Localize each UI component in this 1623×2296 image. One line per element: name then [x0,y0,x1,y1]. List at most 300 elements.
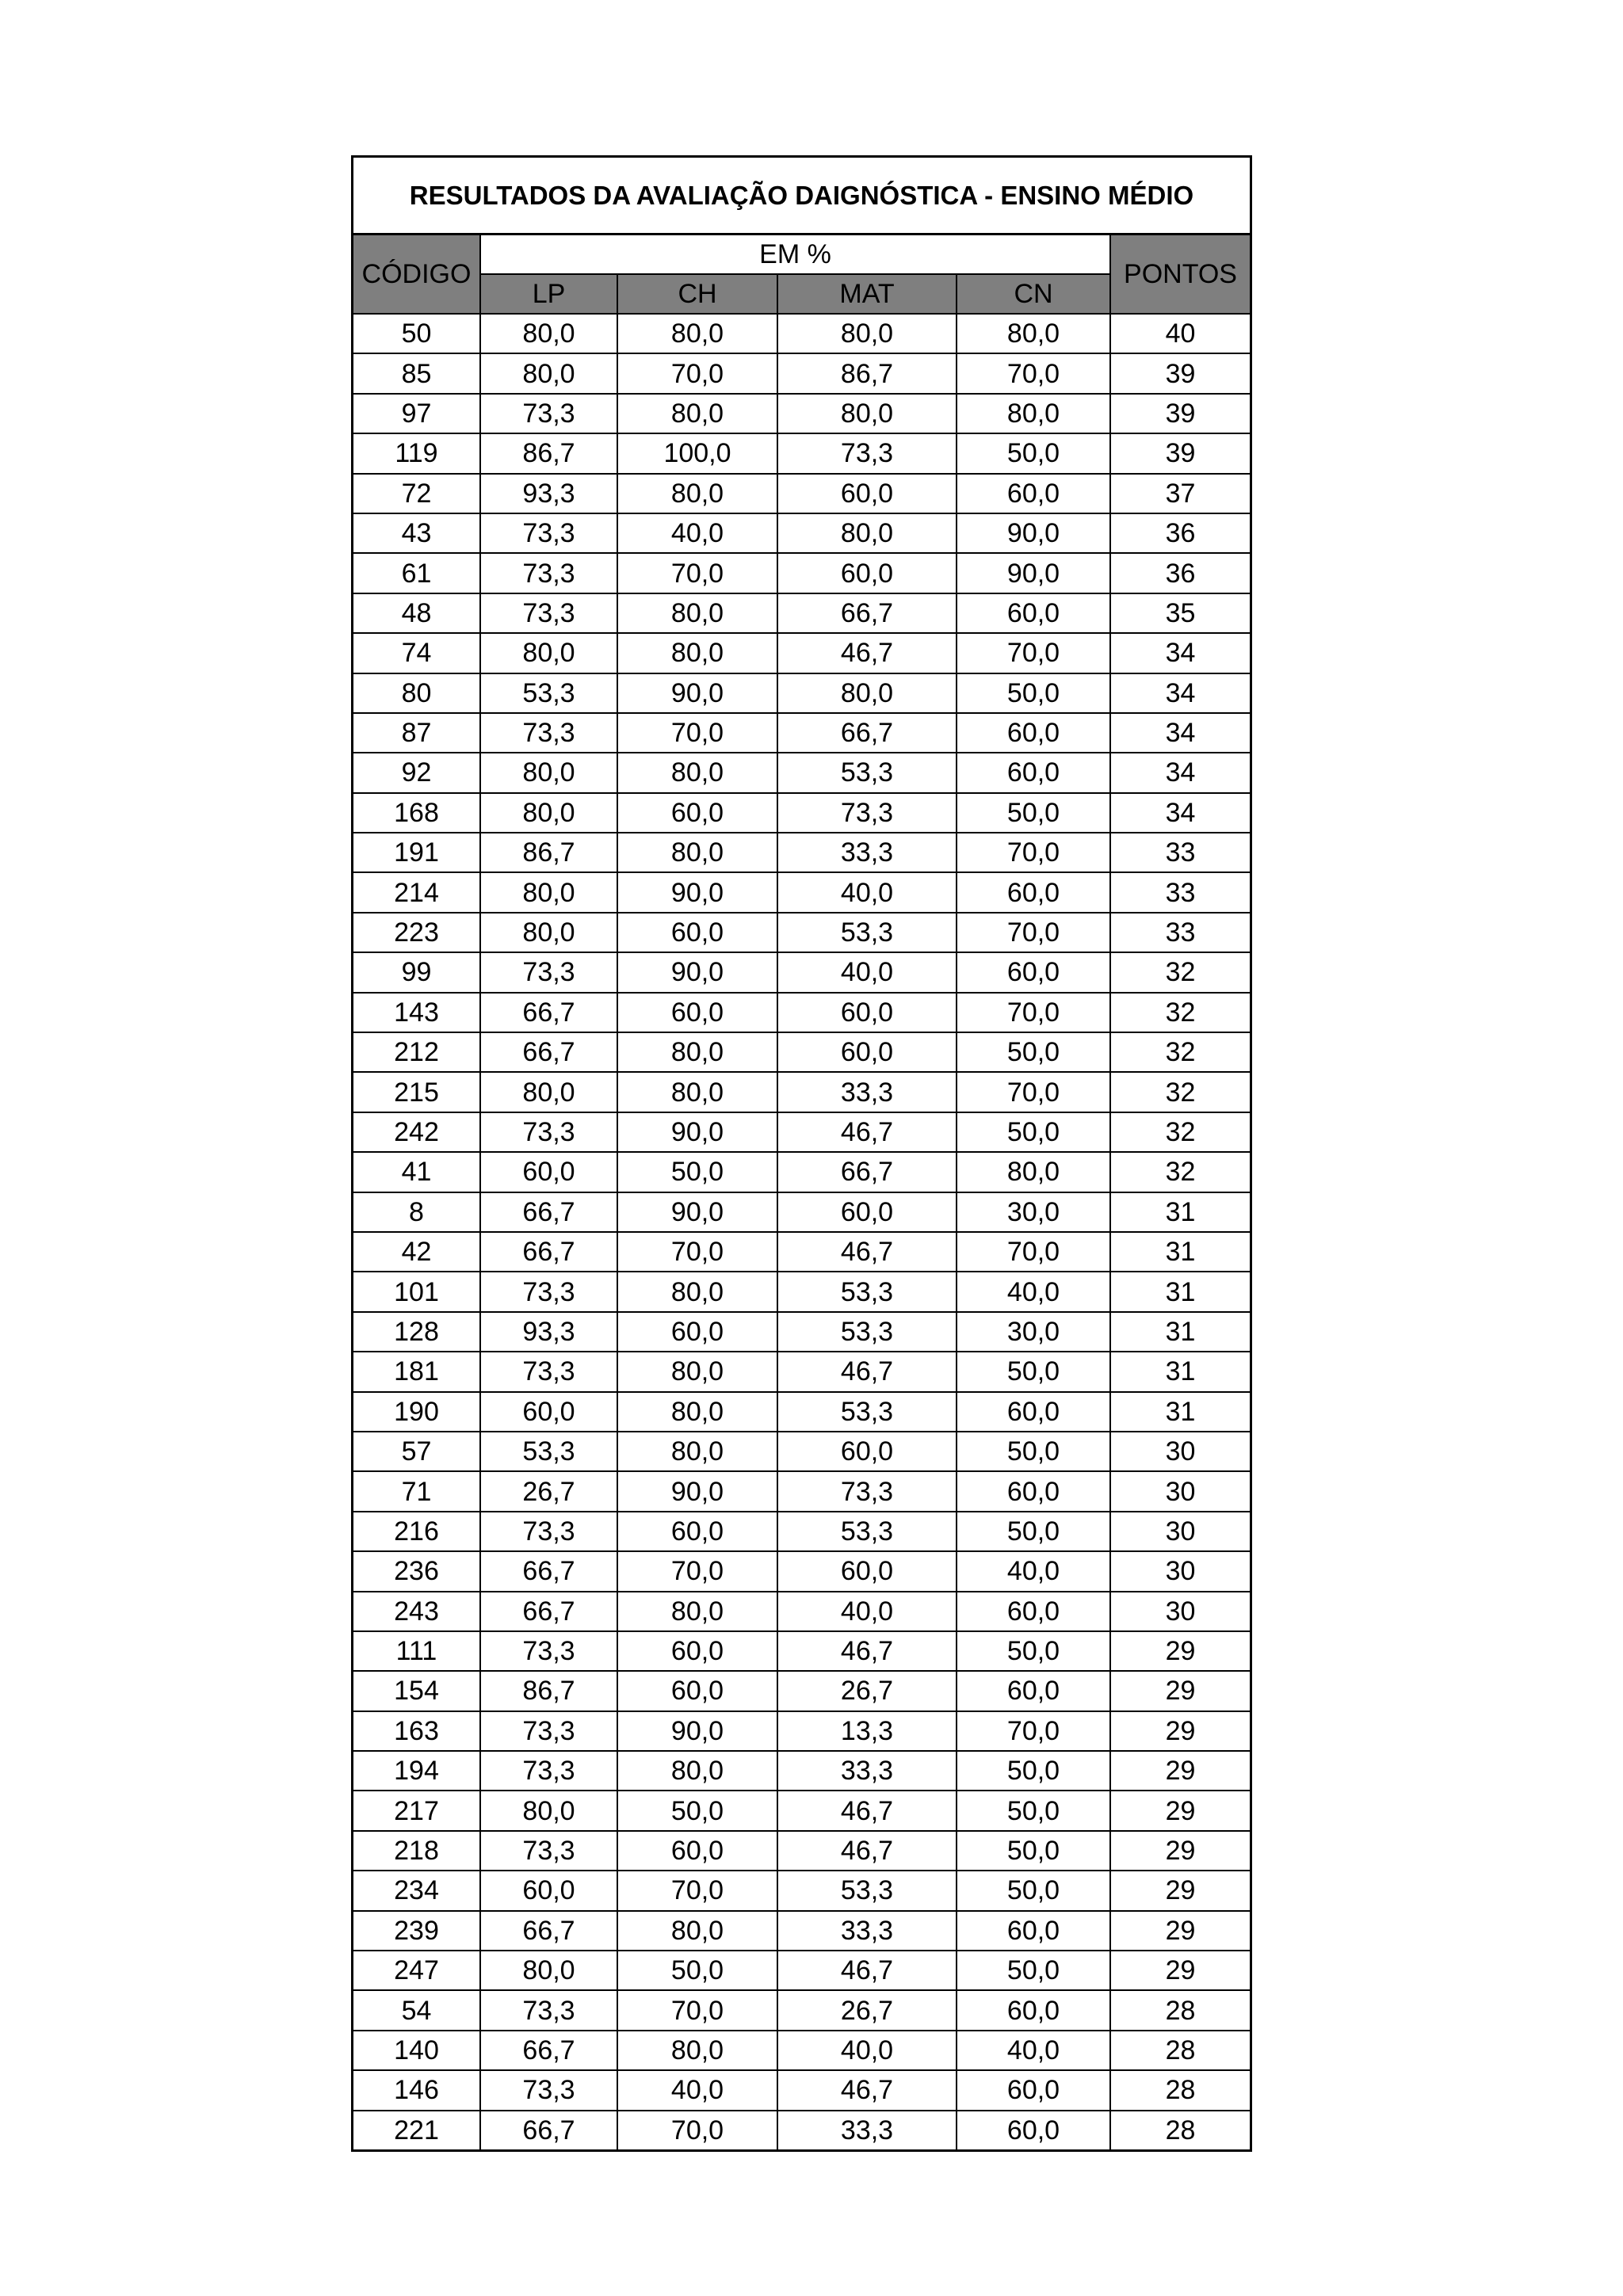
cell-lp: 73,3 [480,513,617,553]
cell-lp: 73,3 [480,1990,617,2030]
cell-mat: 46,7 [777,633,957,673]
table-row [353,913,1250,952]
cell-mat: 46,7 [777,1951,957,1990]
cell-mat: 60,0 [777,553,957,593]
cell-ch: 80,0 [617,1592,777,1631]
table-row [353,1911,1250,1951]
cell-mat: 60,0 [777,1032,957,1072]
cell-pontos: 28 [1110,1990,1250,2030]
cell-ch: 70,0 [617,553,777,593]
cell-cn: 40,0 [957,1551,1110,1591]
cell-codigo: 194 [353,1751,480,1791]
cell-mat: 66,7 [777,593,957,633]
cell-cn: 30,0 [957,1312,1110,1352]
cell-lp: 66,7 [480,1032,617,1072]
cell-ch: 70,0 [617,1232,777,1272]
cell-mat: 80,0 [777,513,957,553]
cell-mat: 46,7 [777,1831,957,1871]
cell-lp: 60,0 [480,1871,617,1910]
cell-pontos: 32 [1110,952,1250,992]
cell-ch: 40,0 [617,513,777,553]
cell-pontos: 29 [1110,1671,1250,1711]
cell-codigo: 236 [353,1551,480,1591]
cell-codigo: 97 [353,394,480,433]
cell-codigo: 223 [353,913,480,952]
cell-mat: 40,0 [777,872,957,912]
cell-codigo: 168 [353,793,480,833]
cell-ch: 80,0 [617,394,777,433]
cell-ch: 50,0 [617,1951,777,1990]
cell-codigo: 221 [353,2111,480,2149]
header-codigo: CÓDIGO [353,235,480,314]
cell-codigo: 42 [353,1232,480,1272]
cell-pontos: 39 [1110,394,1250,433]
cell-codigo: 41 [353,1152,480,1192]
cell-pontos: 34 [1110,753,1250,792]
header-cn: CN [957,274,1110,314]
cell-pontos: 31 [1110,1352,1250,1391]
cell-mat: 33,3 [777,1911,957,1951]
cell-cn: 50,0 [957,1751,1110,1791]
cell-pontos: 29 [1110,1631,1250,1671]
cell-cn: 30,0 [957,1192,1110,1232]
cell-ch: 80,0 [617,2031,777,2070]
cell-mat: 13,3 [777,1711,957,1751]
cell-cn: 70,0 [957,833,1110,872]
cell-codigo: 191 [353,833,480,872]
cell-codigo: 218 [353,1831,480,1871]
cell-mat: 33,3 [777,833,957,872]
cell-mat: 53,3 [777,1272,957,1311]
cell-pontos: 34 [1110,713,1250,753]
table-row [353,1592,1250,1631]
cell-lp: 73,3 [480,1272,617,1311]
cell-ch: 80,0 [617,1272,777,1311]
cell-cn: 60,0 [957,713,1110,753]
cell-pontos: 39 [1110,433,1250,473]
cell-lp: 80,0 [480,353,617,393]
cell-codigo: 54 [353,1990,480,2030]
cell-lp: 80,0 [480,1951,617,1990]
cell-cn: 70,0 [957,1711,1110,1751]
cell-mat: 53,3 [777,753,957,792]
cell-mat: 53,3 [777,1392,957,1432]
cell-lp: 73,3 [480,713,617,753]
header-pontos: PONTOS [1110,235,1250,314]
cell-mat: 40,0 [777,952,957,992]
cell-codigo: 215 [353,1072,480,1112]
cell-pontos: 39 [1110,353,1250,393]
cell-pontos: 31 [1110,1312,1250,1352]
cell-ch: 80,0 [617,1392,777,1432]
cell-lp: 80,0 [480,872,617,912]
table-row [353,1072,1250,1112]
table-row [353,2111,1250,2149]
table-row [353,1551,1250,1591]
cell-mat: 53,3 [777,1512,957,1551]
table-row [353,1232,1250,1272]
table-row [353,2070,1250,2110]
cell-lp: 73,3 [480,1631,617,1671]
cell-ch: 80,0 [617,1432,777,1471]
cell-cn: 60,0 [957,952,1110,992]
table-row [353,1951,1250,1990]
cell-cn: 60,0 [957,1392,1110,1432]
cell-ch: 70,0 [617,2111,777,2149]
cell-codigo: 234 [353,1871,480,1910]
cell-codigo: 111 [353,1631,480,1671]
cell-ch: 60,0 [617,1512,777,1551]
cell-pontos: 29 [1110,1871,1250,1910]
cell-codigo: 243 [353,1592,480,1631]
cell-cn: 60,0 [957,753,1110,792]
cell-cn: 50,0 [957,1112,1110,1152]
cell-mat: 33,3 [777,1072,957,1112]
cell-lp: 93,3 [480,474,617,513]
cell-mat: 80,0 [777,673,957,713]
cell-mat: 86,7 [777,353,957,393]
cell-mat: 60,0 [777,1192,957,1232]
cell-pontos: 32 [1110,1072,1250,1112]
cell-lp: 86,7 [480,833,617,872]
table-row [353,1152,1250,1192]
results-sheet [351,155,1252,2152]
cell-codigo: 99 [353,952,480,992]
cell-ch: 60,0 [617,1312,777,1352]
cell-codigo: 72 [353,474,480,513]
table-row [353,1631,1250,1671]
cell-codigo: 239 [353,1911,480,1951]
cell-mat: 80,0 [777,314,957,353]
cell-lp: 73,3 [480,1112,617,1152]
cell-cn: 70,0 [957,633,1110,673]
cell-cn: 70,0 [957,1072,1110,1112]
cell-lp: 86,7 [480,433,617,473]
table-row [353,1432,1250,1471]
cell-pontos: 36 [1110,553,1250,593]
cell-mat: 40,0 [777,1592,957,1631]
table-row [353,553,1250,593]
cell-ch: 60,0 [617,993,777,1032]
cell-pontos: 40 [1110,314,1250,353]
cell-ch: 90,0 [617,952,777,992]
cell-codigo: 87 [353,713,480,753]
cell-mat: 53,3 [777,913,957,952]
cell-lp: 80,0 [480,314,617,353]
cell-cn: 90,0 [957,513,1110,553]
table-row [353,673,1250,713]
cell-pontos: 31 [1110,1192,1250,1232]
cell-lp: 66,7 [480,993,617,1032]
cell-ch: 70,0 [617,1871,777,1910]
cell-cn: 80,0 [957,394,1110,433]
cell-codigo: 50 [353,314,480,353]
cell-cn: 80,0 [957,314,1110,353]
cell-cn: 60,0 [957,1911,1110,1951]
cell-mat: 53,3 [777,1312,957,1352]
cell-codigo: 57 [353,1432,480,1471]
cell-cn: 70,0 [957,993,1110,1032]
cell-mat: 73,3 [777,1471,957,1511]
cell-ch: 70,0 [617,353,777,393]
table-row [353,1471,1250,1511]
cell-pontos: 30 [1110,1551,1250,1591]
cell-codigo: 140 [353,2031,480,2070]
cell-codigo: 61 [353,553,480,593]
table-header [353,235,1250,314]
cell-lp: 66,7 [480,1551,617,1591]
cell-lp: 80,0 [480,753,617,792]
cell-codigo: 48 [353,593,480,633]
cell-lp: 66,7 [480,2031,617,2070]
table-row [353,513,1250,553]
cell-cn: 60,0 [957,2111,1110,2149]
cell-pontos: 32 [1110,1112,1250,1152]
cell-pontos: 30 [1110,1592,1250,1631]
cell-ch: 80,0 [617,1072,777,1112]
cell-ch: 80,0 [617,633,777,673]
cell-cn: 60,0 [957,872,1110,912]
table-row [353,1990,1250,2030]
cell-pontos: 29 [1110,1711,1250,1751]
table-row [353,593,1250,633]
cell-cn: 50,0 [957,793,1110,833]
cell-lp: 80,0 [480,1072,617,1112]
cell-pontos: 29 [1110,1831,1250,1871]
table-row [353,314,1250,353]
cell-lp: 73,3 [480,1711,617,1751]
cell-cn: 40,0 [957,2031,1110,2070]
results-table [353,235,1250,2149]
cell-pontos: 30 [1110,1512,1250,1551]
cell-mat: 33,3 [777,1751,957,1791]
cell-ch: 80,0 [617,593,777,633]
cell-codigo: 119 [353,433,480,473]
cell-pontos: 36 [1110,513,1250,553]
table-row [353,633,1250,673]
cell-lp: 73,3 [480,952,617,992]
cell-lp: 66,7 [480,2111,617,2149]
cell-cn: 50,0 [957,1631,1110,1671]
cell-lp: 86,7 [480,1671,617,1711]
table-row [353,1671,1250,1711]
table-row [353,1112,1250,1152]
cell-ch: 90,0 [617,872,777,912]
table-row [353,872,1250,912]
cell-ch: 60,0 [617,1831,777,1871]
header-mat: MAT [777,274,957,314]
table-row [353,713,1250,753]
cell-lp: 73,3 [480,394,617,433]
cell-mat: 46,7 [777,1791,957,1830]
cell-ch: 90,0 [617,1112,777,1152]
table-row [353,2031,1250,2070]
cell-lp: 80,0 [480,913,617,952]
cell-ch: 80,0 [617,314,777,353]
cell-mat: 53,3 [777,1871,957,1910]
cell-pontos: 33 [1110,872,1250,912]
cell-codigo: 101 [353,1272,480,1311]
header-lp: LP [480,274,617,314]
cell-mat: 46,7 [777,1352,957,1391]
cell-ch: 90,0 [617,1711,777,1751]
cell-mat: 46,7 [777,1631,957,1671]
cell-lp: 53,3 [480,1432,617,1471]
cell-pontos: 30 [1110,1471,1250,1511]
cell-lp: 66,7 [480,1232,617,1272]
cell-pontos: 30 [1110,1432,1250,1471]
cell-ch: 80,0 [617,833,777,872]
cell-cn: 50,0 [957,1791,1110,1830]
cell-codigo: 216 [353,1512,480,1551]
table-row [353,993,1250,1032]
cell-codigo: 8 [353,1192,480,1232]
cell-mat: 66,7 [777,1152,957,1192]
cell-ch: 80,0 [617,474,777,513]
cell-mat: 60,0 [777,993,957,1032]
cell-codigo: 143 [353,993,480,1032]
table-row [353,474,1250,513]
table-row [353,1831,1250,1871]
cell-lp: 73,3 [480,2070,617,2110]
cell-lp: 26,7 [480,1471,617,1511]
cell-pontos: 31 [1110,1392,1250,1432]
table-row [353,833,1250,872]
table-row [353,793,1250,833]
cell-lp: 73,3 [480,1512,617,1551]
cell-pontos: 28 [1110,2070,1250,2110]
cell-cn: 60,0 [957,1471,1110,1511]
cell-mat: 80,0 [777,394,957,433]
table-row [353,394,1250,433]
cell-cn: 80,0 [957,1152,1110,1192]
cell-codigo: 92 [353,753,480,792]
cell-lp: 60,0 [480,1392,617,1432]
cell-mat: 60,0 [777,1551,957,1591]
cell-mat: 73,3 [777,433,957,473]
cell-cn: 70,0 [957,1232,1110,1272]
cell-cn: 50,0 [957,1871,1110,1910]
cell-mat: 73,3 [777,793,957,833]
table-row [353,1352,1250,1391]
cell-cn: 50,0 [957,1951,1110,1990]
cell-cn: 50,0 [957,1831,1110,1871]
cell-cn: 70,0 [957,353,1110,393]
cell-ch: 50,0 [617,1791,777,1830]
cell-codigo: 85 [353,353,480,393]
cell-codigo: 214 [353,872,480,912]
cell-cn: 40,0 [957,1272,1110,1311]
cell-lp: 60,0 [480,1152,617,1192]
cell-mat: 60,0 [777,1432,957,1471]
cell-lp: 80,0 [480,633,617,673]
table-row [353,1392,1250,1432]
cell-codigo: 163 [353,1711,480,1751]
cell-codigo: 146 [353,2070,480,2110]
cell-mat: 33,3 [777,2111,957,2149]
cell-lp: 66,7 [480,1911,617,1951]
cell-lp: 66,7 [480,1592,617,1631]
cell-codigo: 43 [353,513,480,553]
cell-cn: 60,0 [957,1671,1110,1711]
cell-codigo: 242 [353,1112,480,1152]
cell-mat: 40,0 [777,2031,957,2070]
cell-cn: 50,0 [957,1352,1110,1391]
cell-ch: 90,0 [617,1192,777,1232]
cell-cn: 60,0 [957,1990,1110,2030]
cell-ch: 80,0 [617,1352,777,1391]
cell-pontos: 28 [1110,2031,1250,2070]
cell-lp: 53,3 [480,673,617,713]
cell-pontos: 32 [1110,993,1250,1032]
cell-cn: 50,0 [957,1512,1110,1551]
cell-pontos: 29 [1110,1911,1250,1951]
cell-ch: 60,0 [617,793,777,833]
cell-cn: 60,0 [957,2070,1110,2110]
cell-pontos: 29 [1110,1791,1250,1830]
cell-pontos: 29 [1110,1951,1250,1990]
cell-pontos: 29 [1110,1751,1250,1791]
cell-lp: 73,3 [480,1352,617,1391]
cell-pontos: 32 [1110,1152,1250,1192]
cell-mat: 66,7 [777,713,957,753]
cell-mat: 46,7 [777,1112,957,1152]
cell-lp: 73,3 [480,593,617,633]
cell-ch: 70,0 [617,1551,777,1591]
table-row [353,1711,1250,1751]
table-row [353,1751,1250,1791]
cell-mat: 26,7 [777,1671,957,1711]
cell-cn: 50,0 [957,1432,1110,1471]
cell-ch: 50,0 [617,1152,777,1192]
cell-ch: 80,0 [617,753,777,792]
cell-lp: 93,3 [480,1312,617,1352]
cell-codigo: 154 [353,1671,480,1711]
cell-codigo: 217 [353,1791,480,1830]
page-title: RESULTADOS DA AVALIAÇÃO DAIGNÓSTICA - ENSINO MÉDIO [353,158,1250,235]
table-row [353,952,1250,992]
cell-ch: 100,0 [617,433,777,473]
cell-cn: 50,0 [957,433,1110,473]
table-row [353,1032,1250,1072]
table-row [353,353,1250,393]
cell-lp: 73,3 [480,1831,617,1871]
cell-ch: 90,0 [617,1471,777,1511]
cell-ch: 70,0 [617,1990,777,2030]
cell-codigo: 74 [353,633,480,673]
cell-pontos: 33 [1110,913,1250,952]
cell-codigo: 181 [353,1352,480,1391]
cell-pontos: 34 [1110,673,1250,713]
cell-mat: 46,7 [777,1232,957,1272]
cell-codigo: 128 [353,1312,480,1352]
cell-lp: 73,3 [480,1751,617,1791]
cell-pontos: 31 [1110,1272,1250,1311]
header-group-percent: EM % [480,235,1110,274]
cell-lp: 80,0 [480,1791,617,1830]
cell-pontos: 34 [1110,793,1250,833]
cell-lp: 66,7 [480,1192,617,1232]
cell-lp: 73,3 [480,553,617,593]
cell-pontos: 37 [1110,474,1250,513]
cell-pontos: 32 [1110,1032,1250,1072]
header-ch: CH [617,274,777,314]
cell-ch: 60,0 [617,1671,777,1711]
cell-ch: 70,0 [617,713,777,753]
cell-codigo: 212 [353,1032,480,1072]
table-row [353,753,1250,792]
cell-ch: 80,0 [617,1911,777,1951]
